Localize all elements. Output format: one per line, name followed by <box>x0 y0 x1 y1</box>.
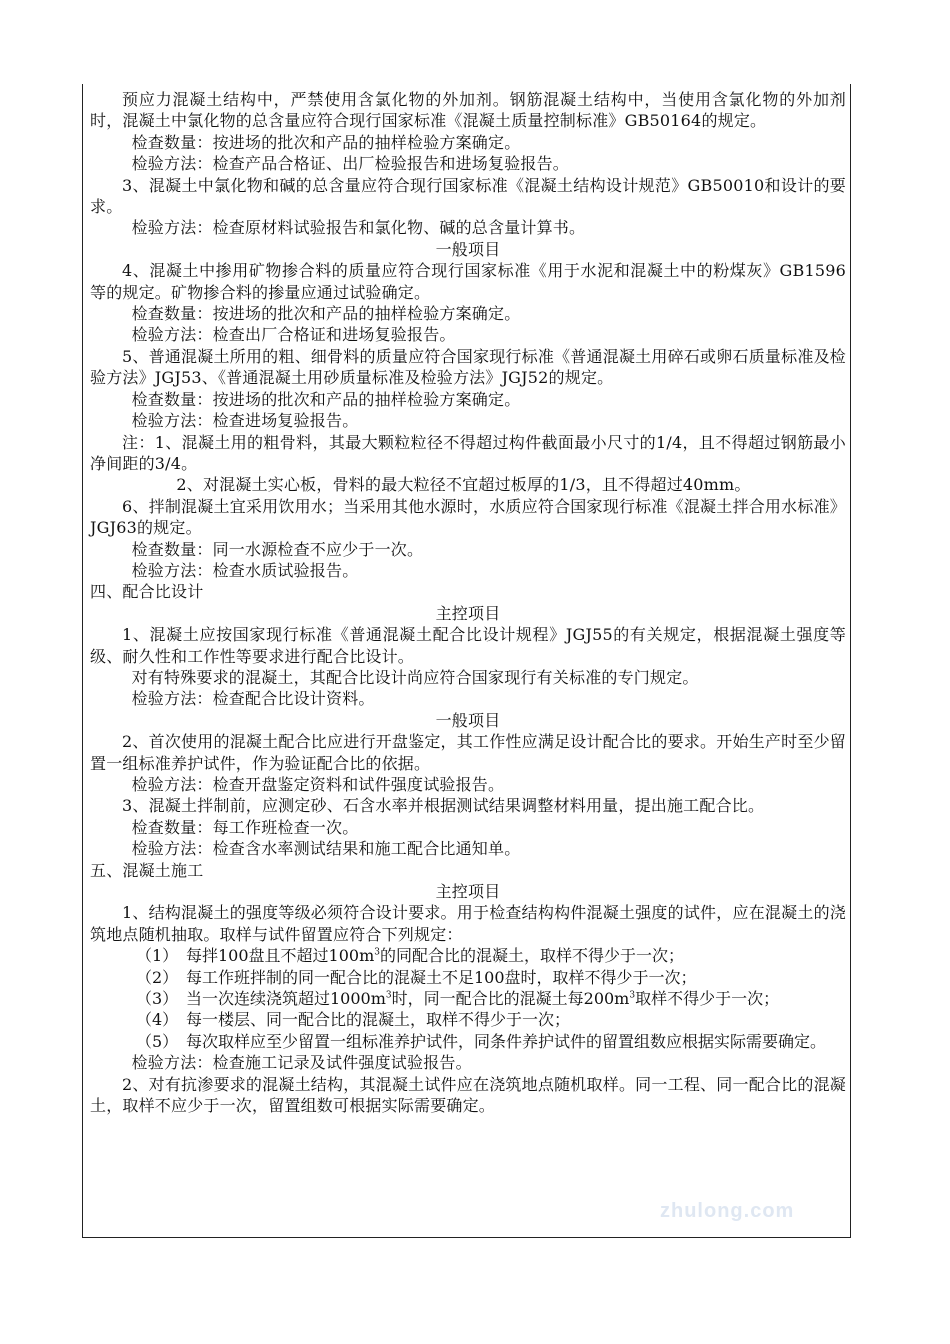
paragraph: 检查数量：同一水源检查不应少于一次。 <box>131 539 424 559</box>
list-item <box>90 945 846 966</box>
paragraph: 检验方法：检查含水率测试结果和施工配合比通知单。 <box>131 839 521 859</box>
paragraph: 2、首次使用的混凝土配合比应进行开盘鉴定，其工作性应满足设计配合比的要求。开始生产时至少留置一组标准养护试件，作为验证配合比的依据。 <box>90 732 846 773</box>
section-subheading: 一般项目 <box>435 239 501 259</box>
paragraph: 检验方法：检查配合比设计资料。 <box>131 689 375 709</box>
section-subheading: 一般项目 <box>435 710 501 730</box>
list-text: 每工作班拌制的同一配合比的混凝土不足100盘时，取样不得少于一次； <box>186 967 697 987</box>
document-body <box>90 89 846 1117</box>
paragraph: 检查数量：按进场的批次和产品的抽样检验方案确定。 <box>131 304 521 324</box>
paragraph: 预应力混凝土结构中，严禁使用含氯化物的外加剂。钢筋混凝土结构中，当使用含氯化物的外加剂时，混凝土中氯化物的总含量应符合现行国家标准《混凝土质量控制标准》GB50164的规定。 <box>90 90 846 131</box>
paragraph: 2、对有抗渗要求的混凝土结构，其混凝土试件应在浇筑地点随机取样。同一工程、同一配合比的混凝土，取样不应少于一次，留置组数可根据实际需要确定。 <box>90 1074 846 1116</box>
paragraph: 1、混凝土应按国家现行标准《普通混凝土配合比设计规程》JGJ55的有关规定，根据混凝土强度等级、耐久性和工作性等要求进行配合比设计。 <box>90 625 846 666</box>
section-subheading: 主控项目 <box>435 603 501 623</box>
list-item <box>90 1031 846 1052</box>
paragraph: 3、混凝土拌制前，应测定砂、石含水率并根据测试结果调整材料用量，提出施工配合比。 <box>122 796 765 816</box>
list-text: 每次取样应至少留置一组标准养护试件，同条件养护试件的留置组数应根据实际需要确定。 <box>186 1031 827 1051</box>
paragraph: 检查数量：每工作班检查一次。 <box>131 817 359 837</box>
section-heading: 四、配合比设计 <box>90 582 204 602</box>
paragraph: 3、混凝土中氯化物和碱的总含量应符合现行国家标准《混凝土结构设计规范》GB50010和设计的要求。 <box>90 175 846 217</box>
paragraph: 检查数量：按进场的批次和产品的抽样检验方案确定。 <box>131 389 521 409</box>
paragraph: 检验方法：检查原材料试验报告和氯化物、碱的总含量计算书。 <box>131 218 586 238</box>
note: 2、对混凝土实心板，骨料的最大粒径不宜超过板厚的1/3，且不得超过40mm。 <box>176 475 751 495</box>
list-text: 当一次连续浇筑超过$1000m^3$时，同一配合比的混凝土每$200m^3$取样不得少于一次； <box>186 989 780 1009</box>
list-number: （5） <box>136 1031 179 1051</box>
paragraph: 6、拌制混凝土宜采用饮用水；当采用其他水源时，水质应符合国家现行标准《混凝土拌合用水标准》JGJ63的规定。 <box>90 496 846 538</box>
paragraph: 对有特殊要求的混凝土，其配合比设计尚应符合国家现行有关标准的专门规定。 <box>131 667 699 687</box>
watermark: zhulong.com <box>660 1200 795 1222</box>
list-text: 每一楼层、同一配合比的混凝土，取样不得少于一次； <box>186 1010 571 1030</box>
list-item <box>90 1009 846 1030</box>
section-heading: 五、混凝土施工 <box>90 860 204 880</box>
paragraph: 检验方法：检查出厂合格证和进场复验报告。 <box>131 325 456 345</box>
paragraph: 1、结构混凝土的强度等级必须符合设计要求。用于检查结构构件混凝土强度的试件，应在混凝土的浇筑地点随机抽取。取样与试件留置应符合下列规定： <box>90 903 846 944</box>
list-number: （1） <box>136 946 179 966</box>
list-item <box>90 988 846 1009</box>
paragraph: 检验方法：检查产品合格证、出厂检验报告和进场复验报告。 <box>131 154 569 174</box>
list-item <box>90 967 846 988</box>
list-number: （2） <box>136 967 179 987</box>
note: 注：1、混凝土用的粗骨料，其最大颗粒粒径不得超过构件截面最小尺寸的1/4，且不得超过钢筋最小净间距的3/4。 <box>90 432 846 473</box>
paragraph: 检查数量：按进场的批次和产品的抽样检验方案确定。 <box>131 132 521 152</box>
list-number: （3） <box>136 989 179 1009</box>
paragraph: 检验方法：检查进场复验报告。 <box>131 411 359 431</box>
paragraph: 检验方法：检查水质试验报告。 <box>131 560 359 580</box>
paragraph: 检验方法：检查开盘鉴定资料和试件强度试验报告。 <box>131 775 505 794</box>
paragraph: 检验方法：检查施工记录及试件强度试验报告。 <box>131 1053 472 1073</box>
section-subheading: 主控项目 <box>435 882 501 902</box>
list-number: （4） <box>136 1010 179 1030</box>
paragraph: 4、混凝土中掺用矿物掺合料的质量应符合现行国家标准《用于水泥和混凝土中的粉煤灰》GB1596等的规定。矿物掺合料的掺量应通过试验确定。 <box>90 261 846 302</box>
paragraph: 5、普通混凝土所用的粗、细骨料的质量应符合国家现行标准《普通混凝土用碎石或卵石质量标准及检验方法》JGJ53、《普通混凝土用砂质量标准及检验方法》JGJ52的规定。 <box>90 346 846 388</box>
list-text: 每拌100盘且不超过$100m^3$的同配合比的混凝土，取样不得少于一次； <box>186 946 685 966</box>
